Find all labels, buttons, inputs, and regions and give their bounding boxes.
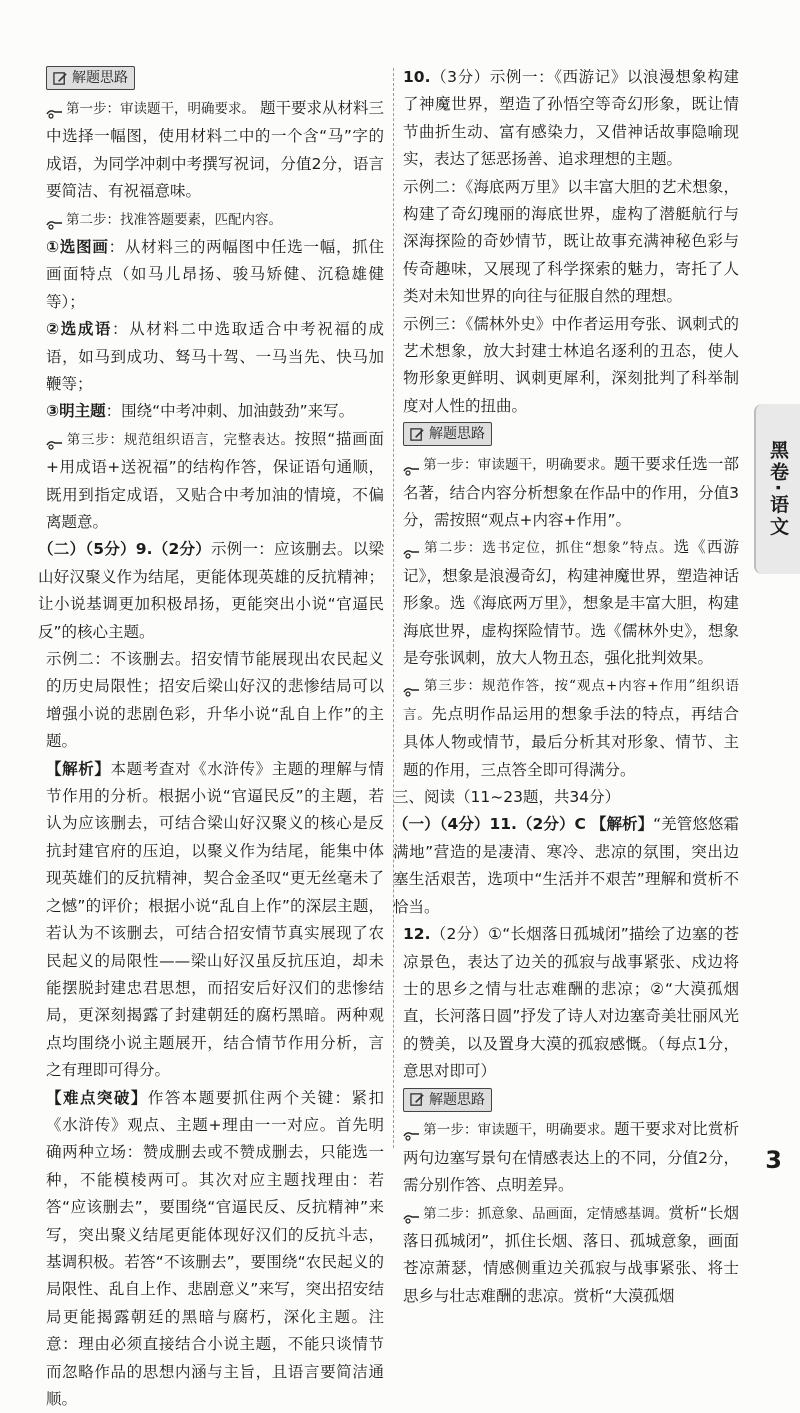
list-item (46, 316, 384, 398)
step-text: 题干要求从材料三中选择一幅图，使用材料二中的一个含“马”字的成语，为同学冲刺中考撰写祝词，分值2分，语言要简洁、有祝福意味。 (46, 98, 384, 201)
section-heading: 三、阅读（11~23题，共34分） (393, 788, 621, 807)
answer-text: （2分）①“长烟落日孤城闭”描绘了边塞的苍凉景色，表达了边关的孤寂与战事紧张、戍边将士的思乡之情与壮志难酬的悲凉；②“大漠孤烟直，长河落日圆”抒发了诗人对边塞奇美壮丽风光的赞美，以及置身大漠的孤寂感慨。（每点1分，意思对即可） (403, 925, 739, 1081)
step-paragraph (403, 534, 739, 672)
step-text: 赏析“长烟落日孤城闭”，抓住长烟、落日、孤城意象，画面苍凉萧瑟，情感侧重边关孤寂与战事紧张、将士思乡与壮志难酬的悲凉。赏析“大漠孤烟 (403, 1203, 739, 1305)
analysis-badge (403, 1088, 492, 1112)
analysis-text: 本题考查对《水浒传》主题的理解与情节作用的分析。根据小说“官逼民反”的主题，若认为应该删去，可结合梁山好汉聚义的核心是反抗封建官府的压迫，以聚义作为结尾，能集中体现英雄们的反抗精神，契合金圣叹“更无丝毫未了之憾”的评价；根据小说“乱自上作”的深层主题，若认为不该删去，可结合招安情节真实展现了农民起义的局限性——梁山好汉虽反抗压迫，却未能摆脱封建忠君思想，而招安后好汉们的悲惨结局，更深刻揭露了封建朝廷的腐朽黑暗。两种观点均围绕小说主题展开，结合情节作用分析，言之有理即可得分。 (46, 759, 384, 1080)
step-paragraph (46, 95, 384, 206)
pointing-hand-icon (403, 680, 421, 692)
pointing-hand-icon (403, 1124, 421, 1136)
list-item (46, 398, 384, 425)
analysis-text: “羌管悠悠霜满地”营造的是凄清、寒冷、悲凉的氛围，突出边塞生活艰苦，选项中“生活并不艰苦”理解和赏析不恰当。 (393, 815, 739, 916)
answer-q11 (393, 811, 739, 921)
answer-text: 示例二：不该删去。招安情节能展现出农民起义的历史局限性；招安后梁山好汉的悲惨结局可以增强小说的悲剧色彩，升华小说“乱自上作”的主题。 (46, 650, 384, 751)
step-label: 第三步：规范作答，按“观点+内容+作用”组织语言。 (403, 678, 739, 723)
answer-text: 示例三：《儒林外史》中作者运用夸张、讽刺式的艺术想象，放大封建士林追名逐利的丑态，使人物形象更鲜明、讽刺更犀利，深刻批判了科举制度对人性的扭曲。 (403, 314, 739, 415)
key-point-text: 作答本题要抓住两个关键：紧扣《水浒传》观点、主题+理由一一对应。首先明确两种立场：赞成删去或不赞成删去，只能选一种，不能模棱两可。其次对应主题找理由：若答“应该删去”，要围绕“官逼民反、反抗精神”来写，突出聚义结尾更能体现好汉们的反抗斗志，基调积极。若答“不该删去”，要围绕“农民起义的局限性、乱自上作、悲剧意义”来写，突出招安结局更能揭露朝廷的黑暗与腐朽，深化主题。注意：理由必须直接结合小说主题，不能只谈情节而忽略作品的思想内涵与主旨，且语言要简洁通顺。 (46, 1088, 384, 1408)
analysis-badge (403, 422, 492, 446)
step-label: 第一步：审读题干，明确要求。 (66, 100, 256, 117)
step-paragraph (46, 426, 384, 537)
badge-label: 解题思路 (72, 70, 128, 86)
item-text: ：围绕“中考冲刺、加油鼓劲”来写。 (105, 402, 355, 421)
question-number: 12. (403, 925, 431, 944)
step-label: 第二步：抓意象、品画面，定情感基调。 (423, 1205, 669, 1222)
analysis-label: 【解析】 (590, 815, 654, 834)
step-paragraph (46, 206, 384, 234)
pointing-hand-icon (403, 459, 421, 471)
question-number: （二）（5分）9.（2分） (38, 540, 211, 559)
pencil-note-icon (410, 427, 425, 442)
step-label: 第三步：规范组织语言，完整表达。 (66, 431, 295, 448)
answer-q12 (403, 921, 739, 1085)
item-title: ②选成语 (46, 320, 113, 339)
pencil-note-icon (410, 1092, 425, 1107)
pointing-hand-icon (46, 213, 64, 225)
step-text: 题干要求任选一部名著，结合内容分析想象在作品中的作用，分值3分，需按照“观点+内容+作用”。 (403, 455, 739, 529)
key-point-label: 【难点突破】 (46, 1088, 148, 1107)
step-text: 按照“描画面+用成语+送祝福”的结构作答，保证语句通顺，既用到指定成语，又贴合中考加油的情境，不偏离题意。 (46, 429, 385, 531)
answer-text: 示例二：《海底两万里》以丰富大胆的艺术想象，构建了奇幻瑰丽的海底世界，虚构了潜艇航行与深海探险的奇妙情节，既让故事充满神秘色彩与传奇趣味，又展现了科学探索的魅力，寄托了人类对未知世界的向往与征服自然的理想。 (403, 177, 739, 306)
step-paragraph (403, 1116, 739, 1199)
pointing-hand-icon (403, 1207, 421, 1219)
step-label: 第二步：选书定位，抓住“想象”特点。 (423, 540, 674, 557)
answer-q9 (38, 536, 384, 646)
side-tab: 黑卷·语文 (754, 404, 800, 574)
step-label: 第二步：找准答题要素，匹配内容。 (66, 211, 282, 228)
analysis-paragraph (46, 756, 384, 1085)
step-paragraph (403, 672, 739, 784)
step-text: 先点明作品运用的想象手法的特点，再结合具体人物或情节，最后分析其对形象、情节、主题的作用，三点答全即可得满分。 (403, 704, 739, 779)
page-number: 3 (765, 1146, 782, 1174)
analysis-label: 【解析】 (46, 759, 111, 778)
step-text: 选《西游记》，想象是浪漫奇幻，构建神魔世界，塑造神话形象。选《海底两万里》，想象是丰富大胆，构建海底世界，虚构探险情节。选《儒林外史》，想象是夸张讽刺，放大人物丑态，强化批判效果。 (403, 538, 739, 668)
step-label: 第一步：审读题干，明确要求。 (423, 457, 615, 474)
answer-text: 示例一：《西游记》以浪漫想象构建了神魔世界，塑造了孙悟空等奇幻形象，既让情节曲折生动、富有感染力，又借神话故事隐喻现实，表达了惩恶扬善、追求理想的主题。 (403, 68, 739, 169)
question-number: （一）（4分）11.（2分）C (393, 815, 586, 834)
analysis-badge (46, 66, 135, 90)
key-point-paragraph (46, 1085, 384, 1413)
pencil-note-icon (53, 71, 68, 86)
pointing-hand-icon (46, 102, 64, 114)
pointing-hand-icon (403, 542, 421, 554)
column-divider (393, 68, 394, 1148)
step-paragraph (403, 451, 739, 534)
badge-label: 解题思路 (429, 1091, 485, 1108)
question-score: （3分） (430, 68, 490, 86)
question-number: 10. (403, 68, 431, 86)
answer-text: 示例一：应该删去。以梁山好汉聚义作为结尾，更能体现英雄的反抗精神；让小说基调更加积极昂扬，更能突出小说“官逼民反”的核心主题。 (38, 540, 384, 641)
step-label: 第一步：审读题干，明确要求。 (423, 1122, 615, 1139)
right-column (393, 64, 739, 1310)
item-text: ：从材料二中选取适合中考祝福的成语，如马到成功、驽马十驾、一马当先、快马加鞭等； (46, 320, 384, 393)
item-text: ：从材料三的两幅图中任选一幅，抓住画面特点（如马儿昂扬、骏马矫健、沉稳雄健等）； (46, 237, 384, 311)
item-title: ③明主题 (46, 402, 106, 421)
list-item (46, 234, 384, 316)
left-column (38, 64, 385, 1413)
answer-q10 (403, 64, 739, 174)
item-title: ①选图画 (46, 237, 109, 256)
step-text: 题干要求对比赏析两句边塞写景句在情感表达上的不同，分值2分，需分别作答、点明差异。 (403, 1120, 739, 1195)
badge-label: 解题思路 (429, 426, 485, 443)
pointing-hand-icon (46, 433, 64, 445)
step-paragraph (403, 1200, 739, 1311)
